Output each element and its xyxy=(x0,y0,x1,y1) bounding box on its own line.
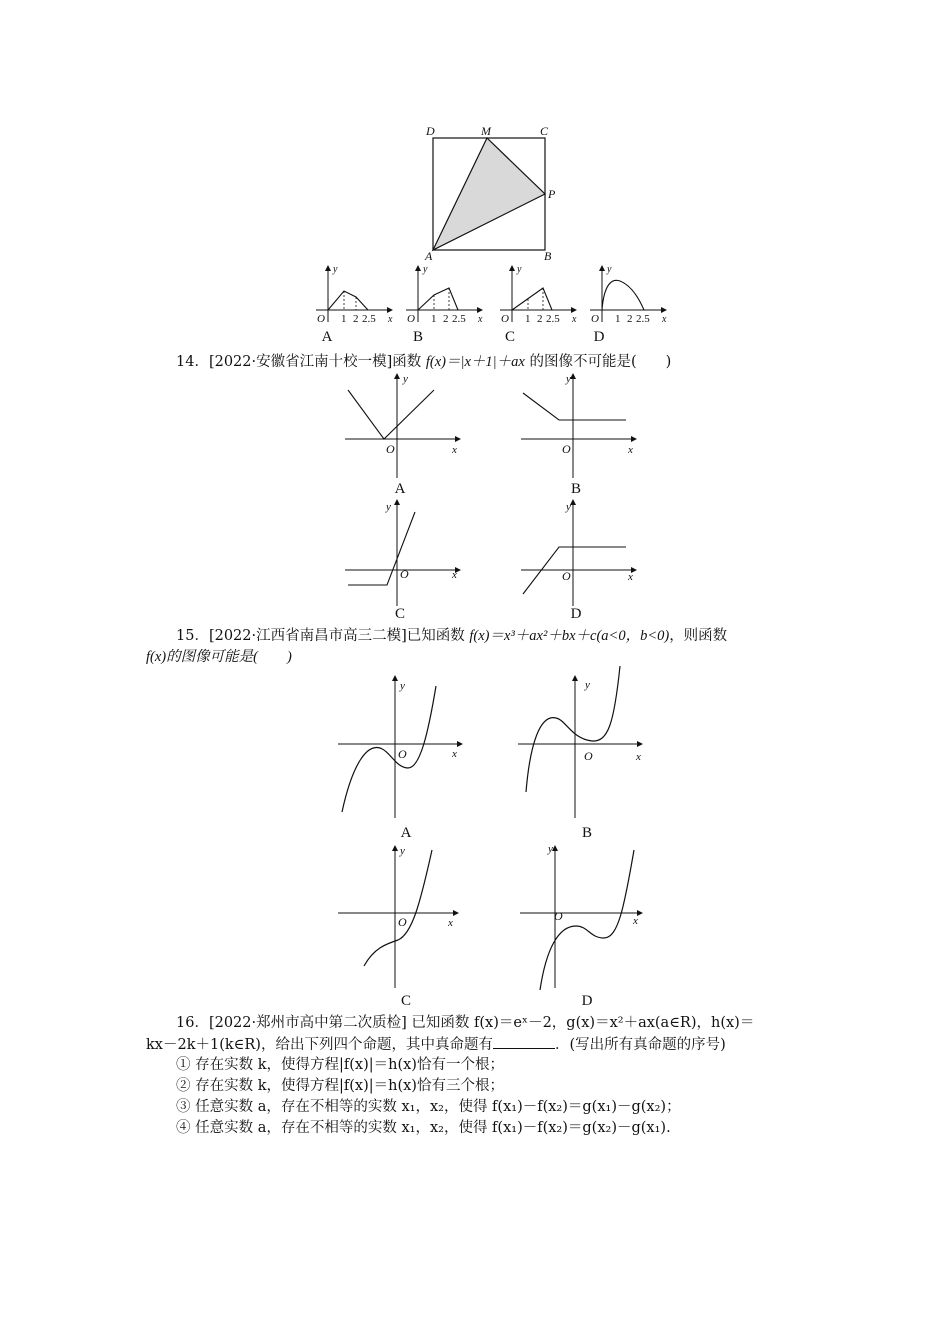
option-graph-c xyxy=(500,264,577,325)
svg-text:O: O xyxy=(562,569,571,583)
label-b: B xyxy=(544,249,552,263)
q14-stem: 14．[2022·安徽省江南十校一模]函数 f(x)＝|x＋1|＋ax 的图像不可能是( ) xyxy=(176,354,672,370)
svg-text:x: x xyxy=(388,314,393,325)
q15-graph-d xyxy=(520,843,642,990)
svg-text:x: x xyxy=(452,444,457,456)
q16-item-3: ③ 任意实数 a，存在不相等的实数 x₁，x₂，使得 f(x₁)－f(x₂)＝g(x₁)－g(x₂)； xyxy=(176,1099,681,1115)
label-p: P xyxy=(548,187,556,201)
q16-item-1: ① 存在实数 k，使得方程|f(x)|＝h(x)恰有一个根； xyxy=(176,1057,504,1073)
q15-graphs xyxy=(330,668,660,998)
svg-text:O: O xyxy=(386,442,395,456)
caption-square-b: B xyxy=(412,329,423,345)
svg-text:O: O xyxy=(400,567,409,581)
square-options xyxy=(300,262,700,332)
q15-stem-line2: f(x)的图像可能是( ) xyxy=(146,649,292,665)
svg-text:O: O xyxy=(398,915,407,929)
svg-text:y: y xyxy=(423,264,428,275)
svg-text:O: O xyxy=(554,909,563,923)
label-a: A xyxy=(425,249,433,263)
q16-stem-line1: 16．[2022·郑州市高中第二次质检] 已知函数 f(x)＝eˣ－2，g(x)＝x²＋ax(a∈R)，h(x)＝ xyxy=(176,1015,755,1031)
caption-square-a: A xyxy=(321,329,333,345)
caption-q15-b: B xyxy=(581,825,592,841)
svg-text:2.5: 2.5 xyxy=(636,313,650,325)
label-d: D xyxy=(426,124,435,138)
svg-text:y: y xyxy=(607,264,612,275)
option-graph-a xyxy=(316,264,393,325)
svg-text:y: y xyxy=(548,843,553,855)
label-m: M xyxy=(481,124,491,138)
caption-q15-d: D xyxy=(581,993,593,1009)
caption-q14-a: A xyxy=(394,481,406,497)
svg-text:O: O xyxy=(584,749,593,763)
svg-text:y: y xyxy=(566,373,571,385)
svg-text:y: y xyxy=(585,679,590,691)
svg-text:O: O xyxy=(562,442,571,456)
svg-text:y: y xyxy=(400,680,405,692)
caption-q15-a: A xyxy=(400,825,412,841)
label-c: C xyxy=(540,124,549,138)
q15-graph-a xyxy=(338,676,462,818)
option-graph-d xyxy=(590,264,667,325)
shaded-triangle-amp xyxy=(433,138,545,250)
svg-text:x: x xyxy=(452,569,457,581)
svg-text:y: y xyxy=(386,501,391,513)
svg-text:1: 1 xyxy=(525,313,531,325)
q14-graph-b xyxy=(521,373,636,478)
svg-text:y: y xyxy=(400,845,405,857)
svg-text:O: O xyxy=(317,313,325,325)
q14-graph-c xyxy=(345,500,460,606)
q15-stem-line1: 15．[2022·江西省南昌市高三二模]已知函数 f(x)＝x³＋ax²＋bx＋c(a<0，b<0)，则函数 xyxy=(176,628,728,644)
svg-text:O: O xyxy=(398,747,407,761)
option-graph-b xyxy=(406,264,483,325)
svg-text:x: x xyxy=(628,571,633,583)
svg-text:O: O xyxy=(501,313,509,325)
svg-text:y: y xyxy=(566,501,571,513)
svg-text:O: O xyxy=(407,313,415,325)
q14-graph-a xyxy=(345,373,460,478)
svg-text:2: 2 xyxy=(443,313,449,325)
square-figure xyxy=(420,120,560,265)
q14-graph-d xyxy=(521,500,636,606)
q16-item-2: ② 存在实数 k，使得方程|f(x)|＝h(x)恰有三个根； xyxy=(176,1078,504,1094)
q15-graph-c xyxy=(338,845,458,988)
svg-text:x: x xyxy=(662,314,667,325)
svg-text:1: 1 xyxy=(615,313,621,325)
caption-square-c: C xyxy=(504,329,515,345)
svg-text:x: x xyxy=(452,748,457,760)
svg-text:1: 1 xyxy=(341,313,347,325)
svg-text:x: x xyxy=(633,915,638,927)
svg-text:x: x xyxy=(636,751,641,763)
caption-q14-d: D xyxy=(570,606,582,622)
caption-q14-c: C xyxy=(394,606,405,622)
caption-square-d: D xyxy=(593,329,605,345)
svg-text:2: 2 xyxy=(537,313,543,325)
svg-text:2: 2 xyxy=(627,313,633,325)
svg-text:x: x xyxy=(572,314,577,325)
caption-q15-c: C xyxy=(400,993,411,1009)
svg-text:x: x xyxy=(448,917,453,929)
answer-blank[interactable] xyxy=(493,1034,555,1049)
svg-text:1: 1 xyxy=(431,313,437,325)
svg-text:y: y xyxy=(403,373,408,385)
svg-text:2.5: 2.5 xyxy=(362,313,376,325)
svg-text:y: y xyxy=(517,264,522,275)
svg-text:2.5: 2.5 xyxy=(452,313,466,325)
caption-q14-b: B xyxy=(570,481,581,497)
q16-item-4: ④ 任意实数 a，存在不相等的实数 x₁，x₂，使得 f(x₁)－f(x₂)＝g(x₂)－g(x₁). xyxy=(176,1120,671,1136)
q15-graph-b xyxy=(518,666,642,818)
svg-text:O: O xyxy=(591,313,599,325)
svg-text:2.5: 2.5 xyxy=(546,313,560,325)
q16-stem-line2: kx－2k＋1(k∈R)，给出下列四个命题，其中真命题有 ．(写出所有真命题的序号) xyxy=(146,1034,726,1055)
svg-text:2: 2 xyxy=(353,313,359,325)
svg-text:y: y xyxy=(333,264,338,275)
q14-graphs xyxy=(330,370,650,610)
svg-text:x: x xyxy=(628,444,633,456)
svg-text:x: x xyxy=(478,314,483,325)
